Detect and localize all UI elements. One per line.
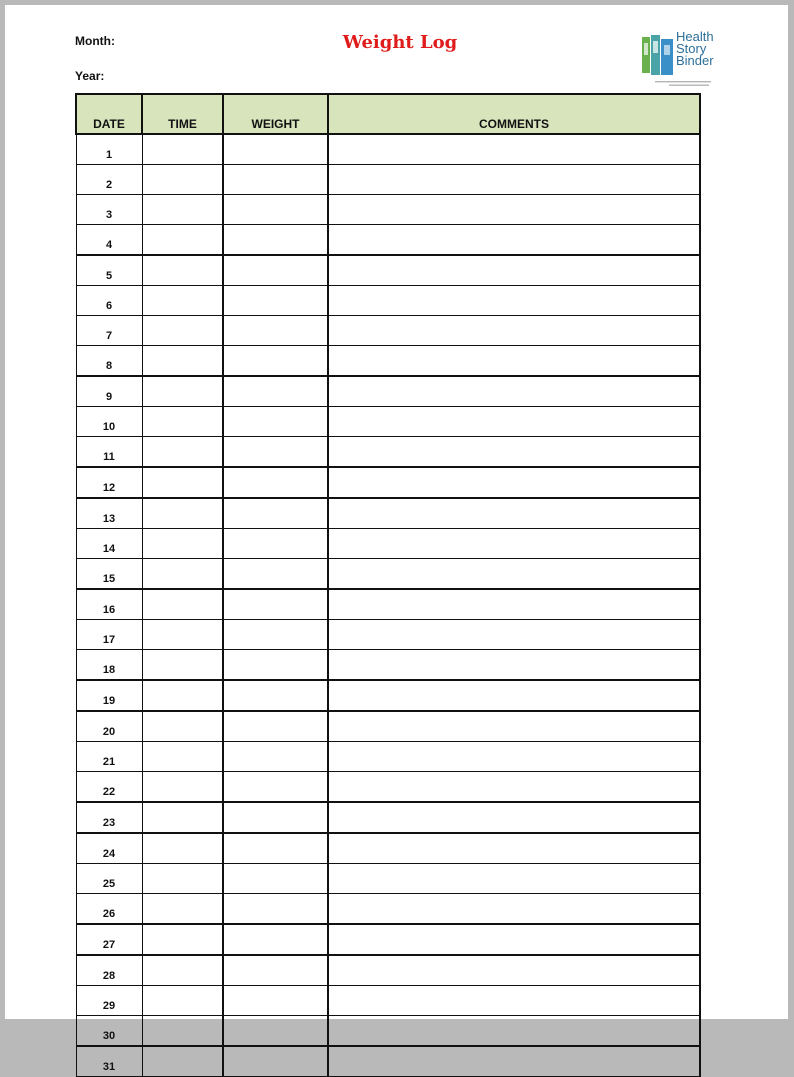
date-cell: 7 xyxy=(76,316,142,346)
time-cell[interactable] xyxy=(142,955,223,986)
table-row xyxy=(76,742,700,772)
table-row xyxy=(76,286,700,316)
comments-cell[interactable] xyxy=(328,1046,700,1077)
date-cell: 23 xyxy=(76,802,142,833)
comments-cell[interactable] xyxy=(328,498,700,529)
weight-cell[interactable] xyxy=(223,802,328,833)
time-cell[interactable] xyxy=(142,650,223,681)
column-header-weight: WEIGHT xyxy=(223,94,328,134)
weight-cell[interactable] xyxy=(223,286,328,316)
weight-cell[interactable] xyxy=(223,955,328,986)
time-cell[interactable] xyxy=(142,1046,223,1077)
time-cell[interactable] xyxy=(142,559,223,590)
comments-cell[interactable] xyxy=(328,833,700,864)
logo-line-story: Story xyxy=(676,41,707,56)
date-cell: 22 xyxy=(76,772,142,803)
table-row xyxy=(76,346,700,377)
column-header-comments: COMMENTS xyxy=(328,94,700,134)
binders-icon xyxy=(641,33,675,77)
table-row xyxy=(76,772,700,803)
weight-cell[interactable] xyxy=(223,437,328,468)
comments-cell[interactable] xyxy=(328,376,700,407)
comments-cell[interactable] xyxy=(328,437,700,468)
table-row xyxy=(76,225,700,256)
time-cell[interactable] xyxy=(142,255,223,286)
time-cell[interactable] xyxy=(142,1016,223,1047)
date-cell: 28 xyxy=(76,955,142,986)
weight-cell[interactable] xyxy=(223,407,328,437)
comments-cell[interactable] xyxy=(328,986,700,1016)
time-cell[interactable] xyxy=(142,437,223,468)
weight-cell[interactable] xyxy=(223,986,328,1016)
date-cell: 24 xyxy=(76,833,142,864)
date-cell: 1 xyxy=(76,134,142,165)
date-cell: 15 xyxy=(76,559,142,590)
table-row xyxy=(76,376,700,407)
time-cell[interactable] xyxy=(142,589,223,620)
comments-cell[interactable] xyxy=(328,195,700,225)
weight-cell[interactable] xyxy=(223,255,328,286)
time-cell[interactable] xyxy=(142,467,223,498)
table-row xyxy=(76,407,700,437)
logo-line-binder: Binder xyxy=(676,53,714,68)
date-cell: 4 xyxy=(76,225,142,256)
comments-cell[interactable] xyxy=(328,955,700,986)
date-cell: 25 xyxy=(76,864,142,894)
weight-cell[interactable] xyxy=(223,864,328,894)
health-story-binder-logo xyxy=(641,31,731,91)
time-cell[interactable] xyxy=(142,620,223,650)
comments-cell[interactable] xyxy=(328,742,700,772)
comments-cell[interactable] xyxy=(328,165,700,195)
weight-cell[interactable] xyxy=(223,195,328,225)
time-cell[interactable] xyxy=(142,165,223,195)
weight-cell[interactable] xyxy=(223,620,328,650)
date-cell: 13 xyxy=(76,498,142,529)
table-row xyxy=(76,165,700,195)
table-row xyxy=(76,1016,700,1047)
table-row xyxy=(76,711,700,742)
date-cell: 9 xyxy=(76,376,142,407)
table-row xyxy=(76,680,700,711)
table-row xyxy=(76,195,700,225)
time-cell[interactable] xyxy=(142,986,223,1016)
weight-cell[interactable] xyxy=(223,894,328,925)
comments-cell[interactable] xyxy=(328,772,700,803)
table-row xyxy=(76,316,700,346)
time-cell[interactable] xyxy=(142,924,223,955)
table-row xyxy=(76,864,700,894)
table-body xyxy=(76,134,700,1077)
comments-cell[interactable] xyxy=(328,225,700,256)
weight-cell[interactable] xyxy=(223,165,328,195)
date-cell: 27 xyxy=(76,924,142,955)
comments-cell[interactable] xyxy=(328,529,700,559)
comments-cell[interactable] xyxy=(328,255,700,286)
comments-cell[interactable] xyxy=(328,711,700,742)
weight-cell[interactable] xyxy=(223,498,328,529)
time-cell[interactable] xyxy=(142,802,223,833)
weight-cell[interactable] xyxy=(223,833,328,864)
weight-cell[interactable] xyxy=(223,225,328,256)
month-label: Month: xyxy=(75,34,115,48)
year-label: Year: xyxy=(75,69,105,83)
date-cell: 20 xyxy=(76,711,142,742)
time-cell[interactable] xyxy=(142,529,223,559)
time-cell[interactable] xyxy=(142,316,223,346)
comments-cell[interactable] xyxy=(328,650,700,681)
table-header-row xyxy=(76,94,700,134)
comments-cell[interactable] xyxy=(328,802,700,833)
table-row xyxy=(76,437,700,468)
date-cell: 26 xyxy=(76,894,142,925)
time-cell[interactable] xyxy=(142,134,223,165)
date-cell: 5 xyxy=(76,255,142,286)
date-cell: 29 xyxy=(76,986,142,1016)
table-row xyxy=(76,650,700,681)
table-row xyxy=(76,529,700,559)
table-row xyxy=(76,924,700,955)
table-row xyxy=(76,1046,700,1077)
time-cell[interactable] xyxy=(142,346,223,377)
table-row xyxy=(76,802,700,833)
weight-cell[interactable] xyxy=(223,924,328,955)
logo-wordmark xyxy=(676,31,714,67)
time-cell[interactable] xyxy=(142,225,223,256)
comments-cell[interactable] xyxy=(328,680,700,711)
comments-cell[interactable] xyxy=(328,864,700,894)
date-cell: 11 xyxy=(76,437,142,468)
weight-log-table xyxy=(75,93,701,1077)
weight-cell[interactable] xyxy=(223,680,328,711)
comments-cell[interactable] xyxy=(328,894,700,925)
weight-cell[interactable] xyxy=(223,1016,328,1047)
weight-cell[interactable] xyxy=(223,134,328,165)
table-row xyxy=(76,589,700,620)
time-cell[interactable] xyxy=(142,376,223,407)
column-header-time: TIME xyxy=(142,94,223,134)
table-row xyxy=(76,833,700,864)
weight-cell[interactable] xyxy=(223,650,328,681)
time-cell[interactable] xyxy=(142,742,223,772)
time-cell[interactable] xyxy=(142,772,223,803)
logo-line-health: Health xyxy=(676,29,714,44)
comments-cell[interactable] xyxy=(328,286,700,316)
comments-cell[interactable] xyxy=(328,407,700,437)
comments-cell[interactable] xyxy=(328,134,700,165)
weight-cell[interactable] xyxy=(223,711,328,742)
comments-cell[interactable] xyxy=(328,559,700,590)
date-cell: 12 xyxy=(76,467,142,498)
date-cell: 31 xyxy=(76,1046,142,1077)
date-cell: 8 xyxy=(76,346,142,377)
weight-cell[interactable] xyxy=(223,529,328,559)
date-cell: 10 xyxy=(76,407,142,437)
comments-cell[interactable] xyxy=(328,620,700,650)
comments-cell[interactable] xyxy=(328,589,700,620)
date-cell: 21 xyxy=(76,742,142,772)
date-cell: 30 xyxy=(76,1016,142,1047)
weight-cell[interactable] xyxy=(223,316,328,346)
weight-cell[interactable] xyxy=(223,346,328,377)
time-cell[interactable] xyxy=(142,498,223,529)
logo-tagline-graphic xyxy=(655,80,715,88)
date-cell: 3 xyxy=(76,195,142,225)
comments-cell[interactable] xyxy=(328,924,700,955)
date-cell: 14 xyxy=(76,529,142,559)
weight-cell[interactable] xyxy=(223,1046,328,1077)
comments-cell[interactable] xyxy=(328,467,700,498)
date-cell: 17 xyxy=(76,620,142,650)
weight-cell[interactable] xyxy=(223,742,328,772)
table-row xyxy=(76,134,700,165)
comments-cell[interactable] xyxy=(328,346,700,377)
table-row xyxy=(76,255,700,286)
time-cell[interactable] xyxy=(142,833,223,864)
weight-cell[interactable] xyxy=(223,376,328,407)
table-row xyxy=(76,620,700,650)
time-cell[interactable] xyxy=(142,894,223,925)
comments-cell[interactable] xyxy=(328,316,700,346)
date-cell: 19 xyxy=(76,680,142,711)
weight-log-page xyxy=(5,5,788,1073)
comments-cell[interactable] xyxy=(328,1016,700,1047)
date-cell: 16 xyxy=(76,589,142,620)
table-row xyxy=(76,894,700,925)
table-row xyxy=(76,955,700,986)
column-header-date: DATE xyxy=(76,94,142,134)
time-cell[interactable] xyxy=(142,680,223,711)
page-title: Weight Log xyxy=(342,32,458,53)
date-cell: 6 xyxy=(76,286,142,316)
table-row xyxy=(76,467,700,498)
weight-cell[interactable] xyxy=(223,772,328,803)
table-row xyxy=(76,498,700,529)
date-cell: 2 xyxy=(76,165,142,195)
time-cell[interactable] xyxy=(142,864,223,894)
weight-cell[interactable] xyxy=(223,467,328,498)
weight-cell[interactable] xyxy=(223,559,328,590)
time-cell[interactable] xyxy=(142,407,223,437)
table-row xyxy=(76,986,700,1016)
table-row xyxy=(76,559,700,590)
time-cell[interactable] xyxy=(142,711,223,742)
time-cell[interactable] xyxy=(142,195,223,225)
time-cell[interactable] xyxy=(142,286,223,316)
date-cell: 18 xyxy=(76,650,142,681)
weight-cell[interactable] xyxy=(223,589,328,620)
